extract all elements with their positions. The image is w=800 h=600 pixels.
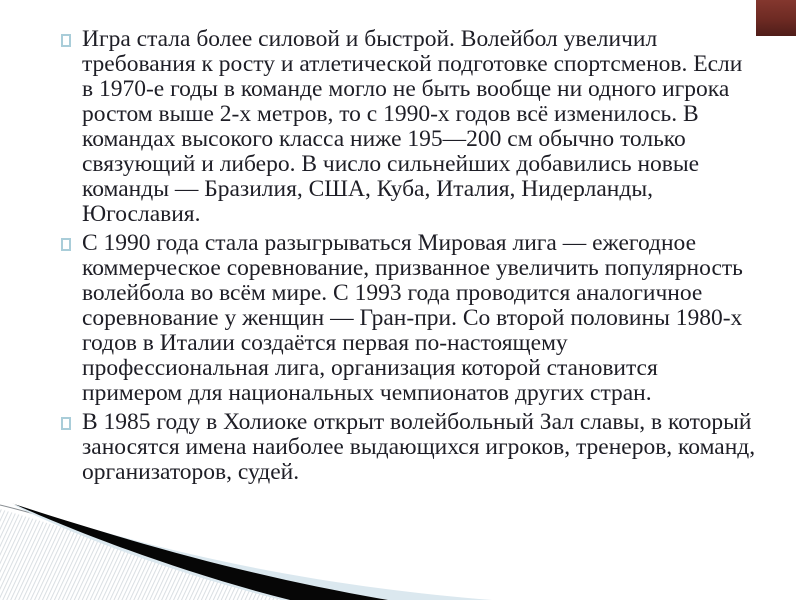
footer-swoosh-decoration: [0, 490, 800, 600]
bullet-paragraph: [61, 27, 759, 227]
square-bullet-icon: [61, 238, 71, 251]
square-bullet-icon: [61, 417, 71, 430]
accent-tab: [756, 0, 796, 36]
bullet-paragraph-text: Игра стала более силовой и быстрой. Волейбол увеличил требования к росту и атлетической подготовке спортсменов. Если в 1970-е годы в команде могло не быть вообще ни одного игрока ростом выше 2-х метров, то с 1990-х годов всё изменилось. В командах высокого класса ниже 195—200 см обычно только связующий и либеро. В число сильнейших добавились новые команды — Бразилия, США, Куба, Италия, Нидерланды, Югославия.: [82, 26, 743, 227]
bullet-paragraph: [61, 231, 759, 406]
bullet-paragraph-text: С 1990 года стала разыгрываться Мировая лига — ежегодное коммерческое соревнование, призванное увеличить популярность волейбола во всём мире. С 1993 года проводится аналогичное соревнование у женщин — Гран-при. Со второй половины 1980-х годов в Италии создаётся первая по-настоящему профессиональная лига, организация которой становится примером для национальных чемпионатов других стран.: [82, 230, 743, 406]
bullet-paragraph-text: В 1985 году в Холиоке открыт волейбольный Зал славы, в который заносятся имена наиболее выдающихся игроков, тренеров, команд, организаторов, судей.: [82, 409, 756, 485]
square-bullet-icon: [61, 34, 71, 47]
bullet-paragraph: [61, 410, 759, 485]
slide-body-text: [61, 27, 759, 489]
